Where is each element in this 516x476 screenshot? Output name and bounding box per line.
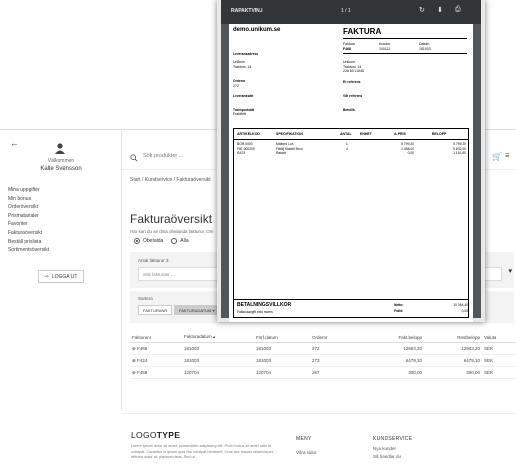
pdf-item-code: RAT4: [237, 151, 246, 155]
invoice-amount-cell: 6479,10: [368, 355, 424, 367]
menu-item-invoice-overview[interactable]: Fakturaöversikt: [8, 229, 43, 236]
menu-item-assortment-overview[interactable]: Sortimentsöversikt: [8, 247, 50, 254]
logout-button[interactable]: [38, 270, 84, 283]
pdf-item-price: 5 799,20: [401, 142, 414, 146]
footer-link-how-to-shop[interactable]: Så handlar du: [373, 454, 402, 459]
order-number-cell: 267: [310, 367, 368, 379]
pdf-th-qty: ANTAL: [340, 132, 352, 136]
pdf-meta-header-invoice: Faktura: [343, 42, 355, 46]
invoice-search-field[interactable]: Sök fakturanr ...: [138, 267, 502, 281]
invoice-number-cell: F424: [137, 357, 148, 363]
menu-item-my-details[interactable]: Mina uppgifter: [8, 187, 40, 193]
column-header-due-date[interactable]: Förf.datum: [254, 332, 310, 343]
pdf-file-title: RAPAKTVIN.I: [231, 8, 263, 14]
pdf-item-amount: 5 799,20: [453, 142, 466, 146]
pdf-label-payment-terms: Betvillk.: [343, 108, 356, 112]
remaining-amount-cell: 12903,20: [424, 343, 482, 355]
pdf-doc-title: FAKTURA: [343, 27, 382, 36]
invoice-date-cell: 181003: [182, 343, 254, 355]
pdf-item-spec: Rabatt: [276, 151, 286, 155]
menu-item-order-pricelist[interactable]: Beställ prislista: [8, 238, 42, 245]
pdf-item-qty: 1: [346, 142, 348, 146]
pdf-th-spec: SPECIFIKATION: [276, 132, 303, 136]
invoice-count-label: Antal fakturor 3: [138, 258, 169, 263]
chevron-down-icon[interactable]: ▾: [508, 268, 512, 275]
radio-unpaid[interactable]: [134, 238, 163, 244]
site-footer: [122, 413, 516, 476]
cart-icon[interactable]: 🛒: [492, 152, 502, 161]
footer-description: Lorem ipsum dolor sit amet, consectetur adipiscing elit. Proin luctus sit amet odio id volutpat. Curabitur in ipsum quis nisi volutpat hendrerit. Cras nec mauris ullamcorper, efficitur dolor at, placerat risus. Sed ut: [131, 444, 274, 459]
pdf-download-icon[interactable]: ⊕: [132, 369, 136, 375]
currency-cell: SEK: [482, 343, 516, 355]
pdf-payment-terms-title: BETALNINGSVILLKOR: [237, 302, 292, 308]
pdf-item-amount: -1 151,60: [452, 151, 466, 155]
invoice-date-cell: 120704: [182, 367, 254, 379]
logo-light-text: LOGO: [131, 430, 157, 440]
column-header-order-number[interactable]: Ordernr: [310, 332, 368, 343]
column-header-invoice-amount[interactable]: Fakt.belopp: [368, 332, 424, 343]
radio-all[interactable]: [171, 238, 188, 244]
print-icon[interactable]: ⎙: [455, 6, 461, 13]
column-header-currency[interactable]: Valuta: [482, 332, 516, 343]
breadcrumb[interactable]: Start / Kundservice / Fakturaöversikt: [130, 177, 211, 183]
currency-cell: SEK: [482, 367, 516, 379]
pdf-download-icon[interactable]: ⊕: [132, 357, 136, 363]
radio-all-label: Alla: [180, 238, 189, 244]
invoice-number-cell: F458: [137, 369, 148, 375]
table-row[interactable]: [130, 355, 516, 367]
pdf-download-icon[interactable]: ⊕: [132, 345, 136, 351]
table-row[interactable]: [130, 343, 516, 355]
pdf-delivery-address: Unikum Traktorv. 14: [233, 60, 252, 69]
page-title: Fakturaöversikt: [130, 212, 213, 226]
remaining-amount-cell: 300,00: [424, 367, 482, 379]
intro-text: Här kan du se dina ohelanda fakturor. Om: [130, 229, 214, 234]
footer-link-new-customers[interactable]: Nya kunder: [373, 446, 397, 451]
pdf-site-url: demo.unikum.se: [233, 27, 281, 33]
pdf-label-transport: Transportsätt: [233, 108, 255, 112]
pdf-item-amount: 5 832,00: [453, 146, 466, 151]
due-date-cell: 120704: [254, 367, 310, 379]
pdf-item-code: FAT-000200: [237, 146, 255, 151]
back-arrow-icon[interactable]: ←: [10, 138, 19, 148]
pdf-th-unit: ENHET: [360, 132, 372, 136]
pdf-page-indicator: 1 / 1: [341, 8, 351, 14]
invoice-pdf-page: [229, 24, 473, 322]
pdf-meta-header-date: Datum: [419, 42, 430, 46]
pdf-th-unit-price: A-PRIS: [394, 132, 406, 136]
due-date-cell: 181003: [254, 355, 310, 367]
pdf-meta-customer: 100111: [379, 47, 391, 51]
pdf-freight-value: 0,00: [461, 309, 468, 313]
sort-invoice-date-button[interactable]: FAKTURADATUM ▾: [174, 305, 220, 315]
column-header-invoice-number[interactable]: Fakturanr: [130, 332, 182, 343]
pdf-label-delivery-method: Leveranssätt: [233, 94, 254, 98]
due-date-cell: 181003: [254, 343, 310, 355]
rotate-icon[interactable]: ↻: [419, 7, 425, 14]
radio-unpaid-label: Obetalda: [143, 238, 164, 244]
invoice-status-filter: [134, 238, 189, 244]
pdf-meta-date: 181003: [419, 47, 431, 51]
remaining-amount-cell: 6479,10: [424, 355, 482, 367]
pdf-th-amount: BELOPP: [432, 132, 447, 136]
table-header-row: [130, 332, 516, 343]
menu-icon[interactable]: ☰: [505, 153, 510, 159]
logout-label: LOGGA UT: [51, 273, 78, 280]
pdf-label-order-number: Ordernr: [233, 79, 246, 83]
user-name: Kalle Svensson: [40, 166, 82, 172]
menu-item-favorites[interactable]: Favoriter: [8, 221, 28, 228]
invoice-amount-cell: 300,00: [368, 367, 424, 379]
pdf-line-items: [233, 128, 469, 318]
pdf-divider: [343, 38, 467, 39]
pdf-item-price: 0,00: [407, 151, 414, 155]
currency-cell: SEK: [482, 355, 516, 367]
pdf-net-value: 10 364,40: [453, 303, 468, 307]
pdf-transport: Fraktfritt: [233, 112, 246, 116]
sort-invoice-number-button[interactable]: FAKTURANR: [138, 305, 172, 315]
pdf-item-price: 1 458,00: [401, 146, 414, 151]
pdf-divider: [234, 139, 468, 140]
table-row[interactable]: [130, 367, 516, 379]
order-number-cell: 273: [310, 355, 368, 367]
pdf-divider: [343, 53, 467, 54]
footer-customer-service-heading: KUNDSERVICE: [373, 436, 413, 442]
pdf-viewer: [217, 0, 485, 322]
account-sidebar: [0, 130, 122, 410]
column-header-invoice-date[interactable]: Fakturadatum ▴: [182, 332, 254, 343]
column-header-remaining-amount[interactable]: Restbelopp: [424, 332, 482, 343]
pdf-th-article: ARTIKELKOD: [237, 132, 260, 136]
pdf-order-number: 272: [233, 84, 239, 88]
pdf-label-delivery-address: Leveransadress: [233, 52, 259, 56]
search-icon[interactable]: [130, 154, 138, 162]
footer-link-our-pages[interactable]: Våra sidor: [296, 450, 317, 455]
menu-item-price-materials[interactable]: Prismatarialer: [8, 212, 39, 219]
pdf-label-our-reference: Vår referens: [343, 94, 363, 98]
menu-item-my-bonus[interactable]: Min bonus: [8, 195, 32, 202]
account-menu: [8, 186, 49, 255]
pdf-freight-label: Frakt:: [394, 309, 404, 313]
invoice-amount-cell: 12903,20: [368, 343, 424, 355]
invoice-table: [130, 332, 516, 379]
menu-item-order-overview[interactable]: Orderöversikt: [8, 204, 39, 211]
pdf-net-label: Netto:: [394, 303, 404, 307]
footer-logo[interactable]: [131, 430, 180, 440]
welcome-text: Välkommen: [47, 158, 75, 164]
download-icon[interactable]: ⬇: [437, 7, 443, 14]
pdf-divider: [234, 299, 468, 300]
pdf-item-code: BOR-0000: [237, 142, 253, 146]
pdf-meta-invoice: F468: [343, 47, 351, 51]
pdf-buyer-address: Unikum Traktorv. 14 226 60 LUND: [343, 60, 365, 73]
logo-bold-text: TYPE: [156, 430, 181, 440]
pdf-item-qty: 4: [346, 146, 348, 151]
radio-all-indicator: [171, 238, 177, 244]
sort-label: Sortera: [138, 296, 153, 301]
pdf-meta-header-customer: Kundnr: [379, 42, 391, 46]
order-number-cell: 272: [310, 343, 368, 355]
pdf-item-spec: Fåtölj Modell Brun: [276, 146, 303, 151]
invoice-date-cell: 181003: [182, 355, 254, 367]
pdf-item-spec: Mattord Lux: [276, 142, 294, 146]
pdf-toolbar: [221, 0, 481, 24]
logout-icon: ⇨: [44, 273, 49, 280]
pdf-payment-terms-text: Fakturaavgift exkl moms: [237, 310, 273, 314]
footer-menu-heading: MENY: [296, 436, 312, 442]
radio-unpaid-indicator: [134, 238, 140, 244]
invoice-number-cell: F468: [137, 345, 148, 351]
user-avatar-icon: [54, 142, 66, 154]
pdf-label-your-reference: Er referens: [343, 80, 361, 84]
